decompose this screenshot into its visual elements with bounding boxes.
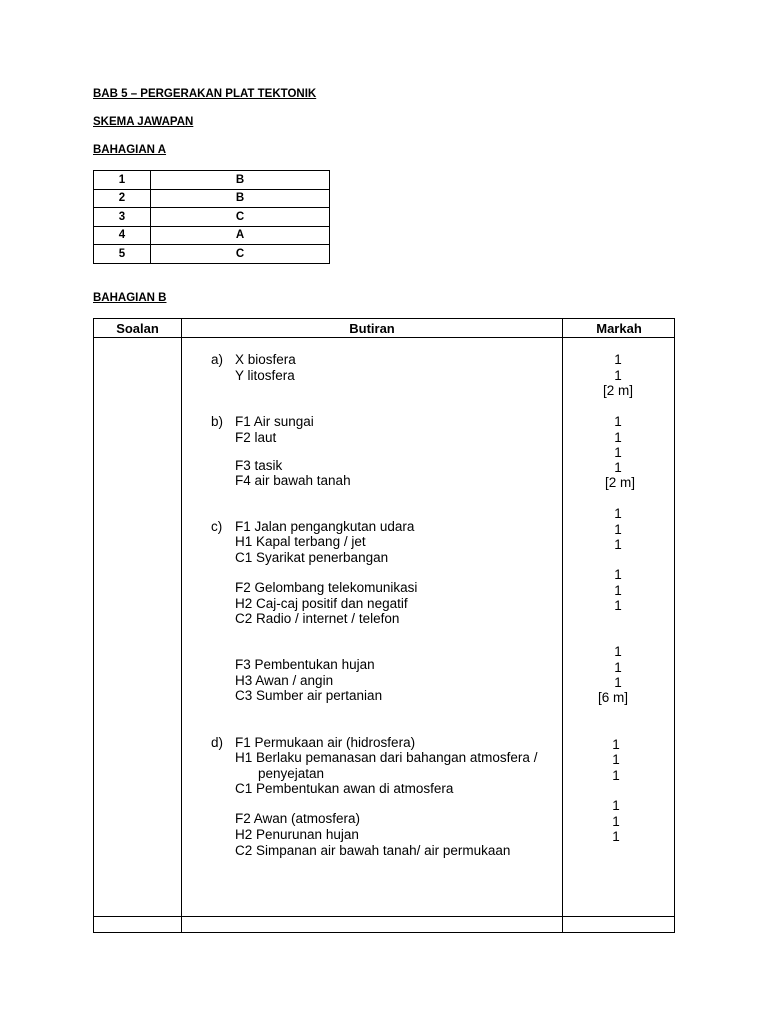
table-row bbox=[94, 226, 330, 245]
mark: 1 bbox=[614, 352, 622, 367]
document-subtitle: SKEMA JAWAPAN bbox=[93, 116, 194, 128]
answer-line: F1 Permukaan air (hidrosfera) bbox=[235, 735, 416, 750]
mark: 1 bbox=[612, 752, 620, 767]
question-number: 1 bbox=[94, 171, 151, 190]
answer-line: F1 Jalan pengangkutan udara bbox=[235, 519, 415, 534]
mark: 1 bbox=[614, 522, 622, 537]
answer-line: F2 Gelombang telekomunikasi bbox=[235, 580, 418, 595]
answer-line: C2 Radio / internet / telefon bbox=[235, 611, 400, 626]
question-number: 5 bbox=[94, 245, 151, 264]
mark: 1 bbox=[614, 644, 622, 659]
answer-cell: B bbox=[151, 189, 330, 208]
header-divider bbox=[94, 337, 674, 338]
answer-line: F1 Air sungai bbox=[235, 414, 314, 429]
footer-divider bbox=[94, 916, 674, 917]
answer-line: H3 Awan / angin bbox=[235, 673, 334, 688]
answer-line: F3 tasik bbox=[235, 458, 283, 473]
mark: 1 bbox=[614, 598, 622, 613]
document-title: BAB 5 – PERGERAKAN PLAT TEKTONIK bbox=[93, 88, 317, 100]
section-a-answer-table bbox=[93, 170, 330, 264]
answer-line: X biosfera bbox=[235, 352, 296, 367]
table-row bbox=[94, 208, 330, 227]
mark: 1 bbox=[612, 814, 620, 829]
mark: 1 bbox=[612, 737, 620, 752]
answer-cell: C bbox=[151, 245, 330, 264]
answer-line: H2 Caj-caj positif dan negatif bbox=[235, 596, 408, 611]
answer-cell: C bbox=[151, 208, 330, 227]
item-label-b: b) bbox=[211, 414, 224, 429]
answer-line: H1 Berlaku pemanasan dari bahangan atmosfera / bbox=[235, 750, 538, 765]
section-b-heading: BAHAGIAN B bbox=[93, 292, 167, 304]
mark: 1 bbox=[614, 567, 622, 582]
answer-line: H2 Penurunan hujan bbox=[235, 827, 359, 842]
question-number: 2 bbox=[94, 189, 151, 208]
answer-cell: B bbox=[151, 171, 330, 190]
answer-line: C1 Pembentukan awan di atmosfera bbox=[235, 781, 454, 796]
mark: 1 bbox=[614, 537, 622, 552]
mark: 1 bbox=[614, 660, 622, 675]
item-label-a: a) bbox=[211, 352, 224, 367]
mark-total: [2 m] bbox=[604, 475, 635, 490]
answer-line: F3 Pembentukan hujan bbox=[235, 657, 375, 672]
section-a-heading: BAHAGIAN A bbox=[93, 144, 167, 156]
mark: 1 bbox=[614, 506, 622, 521]
answer-line: F2 laut bbox=[235, 430, 277, 445]
mark: 1 bbox=[614, 368, 622, 383]
answer-line: C1 Syarikat penerbangan bbox=[235, 550, 389, 565]
mark: 1 bbox=[614, 414, 622, 429]
mark: 1 bbox=[612, 798, 620, 813]
item-label-c: c) bbox=[211, 519, 223, 534]
answer-line: H1 Kapal terbang / jet bbox=[235, 534, 366, 549]
question-number: 3 bbox=[94, 208, 151, 227]
header-markah: Markah bbox=[596, 321, 642, 336]
table-row bbox=[94, 171, 330, 190]
answer-line: Y litosfera bbox=[235, 368, 295, 383]
mark: 1 bbox=[612, 829, 620, 844]
question-number: 4 bbox=[94, 226, 151, 245]
answer-cell: A bbox=[151, 226, 330, 245]
table-row bbox=[94, 189, 330, 208]
mark: 1 bbox=[614, 460, 622, 475]
mark: 1 bbox=[614, 675, 622, 690]
mark: 1 bbox=[614, 430, 622, 445]
answer-line: F4 air bawah tanah bbox=[235, 473, 351, 488]
mark: 1 bbox=[612, 768, 620, 783]
answer-line: penyejatan bbox=[258, 766, 325, 781]
mark-total: [2 m] bbox=[602, 383, 633, 398]
mark-total: [6 m] bbox=[597, 690, 628, 705]
column-divider bbox=[562, 319, 563, 932]
answer-line: C3 Sumber air pertanian bbox=[235, 688, 383, 703]
column-divider bbox=[181, 319, 182, 932]
header-soalan: Soalan bbox=[116, 321, 159, 336]
table-row bbox=[94, 245, 330, 264]
answer-line: C2 Simpanan air bawah tanah/ air permukaan bbox=[235, 843, 511, 858]
mark: 1 bbox=[614, 583, 622, 598]
mark: 1 bbox=[614, 445, 622, 460]
answer-line: F2 Awan (atmosfera) bbox=[235, 811, 361, 826]
header-butiran: Butiran bbox=[349, 321, 395, 336]
item-label-d: d) bbox=[211, 735, 224, 750]
